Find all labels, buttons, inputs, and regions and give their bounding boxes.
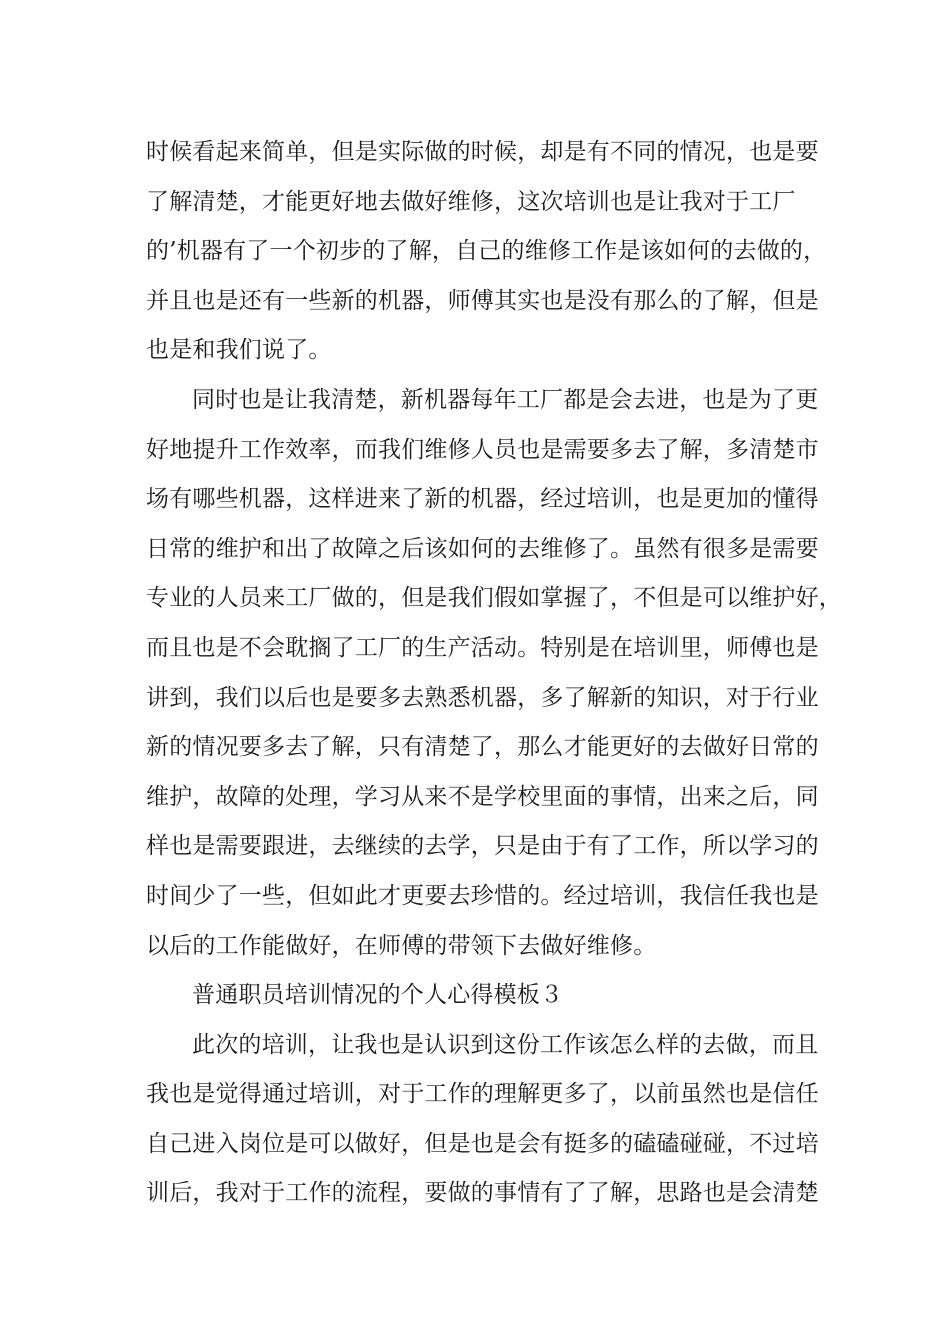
- text-line: 样也是需要跟进，去继续的去学，只是由于有了工作，所以学习的: [146, 833, 819, 860]
- text-line: 专业的人员来工厂做的，但是我们假如掌握了，不但是可以维护好，: [146, 585, 842, 612]
- text-line: 也是和我们说了。: [146, 337, 332, 364]
- text-line: 同时也是让我清楚，新机器每年工厂都是会去进，也是为了更: [192, 386, 819, 413]
- text-line: 训后，我对于工作的流程，要做的事情有了了解，思路也是会清楚: [146, 1180, 819, 1207]
- text-line: 时间少了一些，但如此才更要去珍惜的。经过培训，我信任我也是: [146, 882, 819, 909]
- text-line: 我也是觉得通过培训，对于工作的理解更多了，以前虽然也是信任: [146, 1081, 819, 1108]
- section-heading: [146, 971, 836, 1021]
- text-line: 此次的培训，让我也是认识到这份工作该怎么样的去做，而且: [192, 1031, 819, 1058]
- text-line: 时候看起来简单，但是实际做的时候，却是有不同的情况，也是要: [146, 139, 819, 165]
- section-title: 普通职员培训情况的个人心得模板３: [192, 982, 564, 1009]
- text-line: 场有哪些机器，这样进来了新的机器，经过培训，也是更加的懂得: [146, 486, 819, 513]
- document-body: [146, 128, 842, 1219]
- text-line: 以后的工作能做好，在师傅的带领下去做好维修。: [146, 932, 657, 959]
- text-line: 讲到，我们以后也是要多去熟悉机器，多了解新的知识，对于行业: [146, 684, 819, 711]
- text-line: 的’机器有了一个初步的了解，自己的维修工作是该如何的去做的，: [146, 238, 827, 265]
- text-line: 而且也是不会耽搁了工厂的生产活动。特别是在培训里，师傅也是: [146, 634, 819, 661]
- text-line: 并且也是还有一些新的机器，师傅其实也是没有那么的了解，但是: [146, 287, 819, 314]
- paragraph-training-reflection: [146, 1021, 836, 1219]
- text-line: 自己进入岗位是可以做好，但是也是会有挺多的磕磕碰碰，不过培: [146, 1130, 819, 1157]
- text-line: 维护，故障的处理，学习从来不是学校里面的事情，出来之后，同: [146, 783, 819, 810]
- paragraph-maintenance: [146, 376, 842, 971]
- text-line: 了解清楚，才能更好地去做好维修，这次培训也是让我对于工厂: [146, 188, 796, 215]
- text-line: 新的情况要多去了解，只有清楚了，那么才能更好的去做好日常的: [146, 734, 819, 761]
- paragraph-continuation: [146, 128, 836, 376]
- text-line: 日常的维护和出了故障之后该如何的去维修了。虽然有很多是需要: [146, 535, 819, 562]
- text-line: 好地提升工作效率，而我们维修人员也是需要多去了解，多清楚市: [146, 436, 819, 463]
